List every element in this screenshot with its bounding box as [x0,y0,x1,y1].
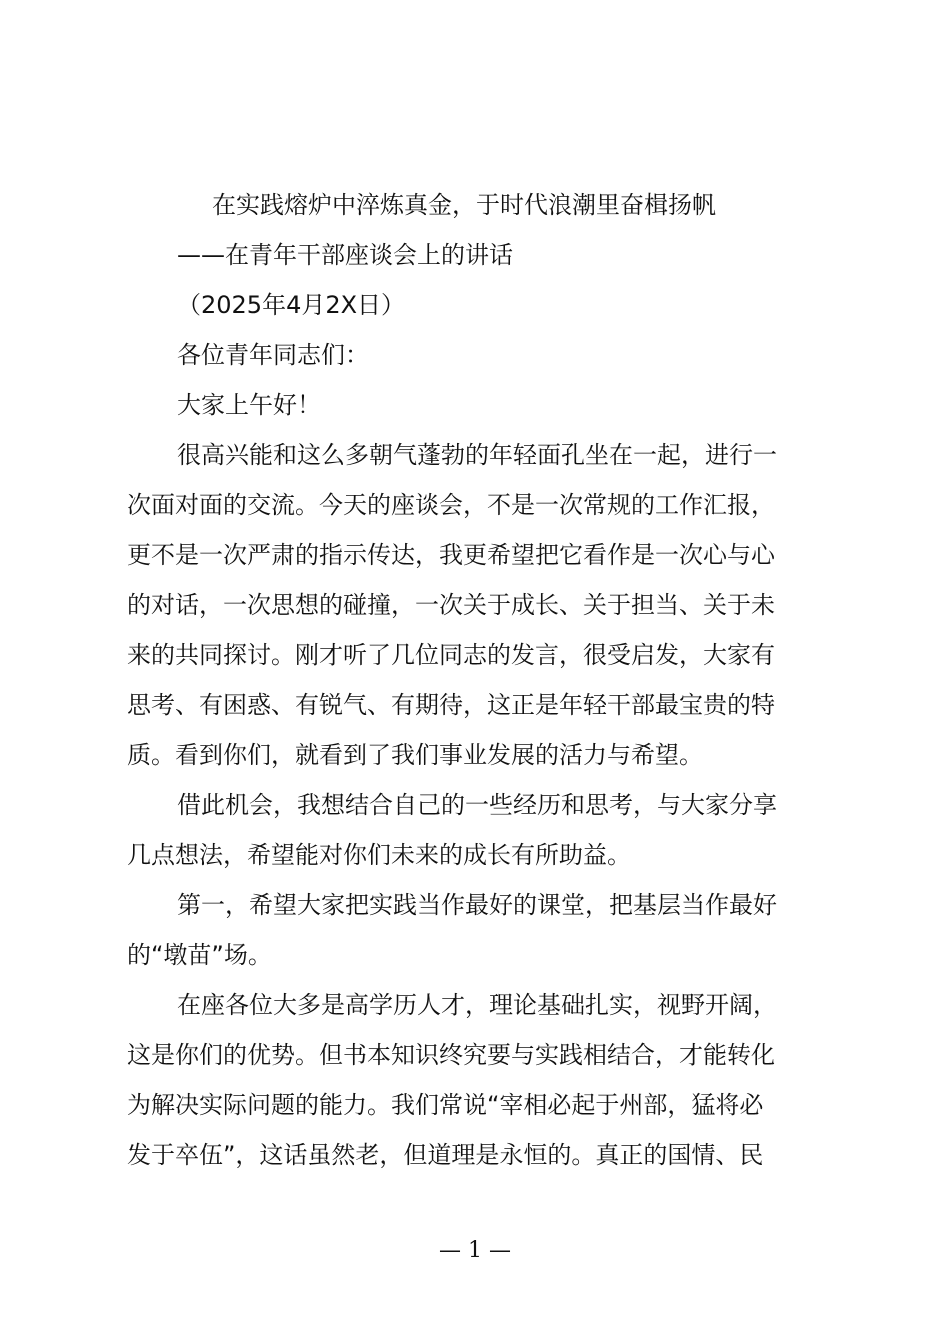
paragraph [127,780,833,880]
salutation: 各位青年同志们： [177,341,369,369]
paragraph-line: 这是你们的优势。但书本知识终究要与实践相结合，才能转化 [127,1041,775,1069]
document-body [127,180,833,1180]
paragraph-line: 更不是一次严肃的指示传达，我更希望把它看作是一次心与心 [127,541,775,569]
document-title: 在实践熔炉中淬炼真金，于时代浪潮里奋楫扬帆 [212,191,716,219]
paragraph [127,880,833,980]
paragraph-line: 发于卒伍”，这话虽然老，但道理是永恒的。真正的国情、民 [127,1141,764,1169]
paragraph-line: 次面对面的交流。今天的座谈会，不是一次常规的工作汇报， [127,491,775,519]
document-subtitle: ——在青年干部座谈会上的讲话 [177,241,513,269]
greeting: 大家上午好！ [177,391,321,419]
paragraph-line: 思考、有困惑、有锐气、有期待，这正是年轻干部最宝贵的特 [127,691,775,719]
page-number: — 1 — [439,1238,511,1263]
paragraph-line: 质。看到你们，就看到了我们事业发展的活力与希望。 [127,741,703,769]
paragraph [127,430,833,780]
paragraph-line: 的“墩苗”场。 [127,941,272,969]
paragraph-line: 第一，希望大家把实践当作最好的课堂，把基层当作最好 [177,891,777,919]
paragraph-line: 的对话，一次思想的碰撞，一次关于成长、关于担当、关于未 [127,591,775,619]
paragraph-line: 借此机会，我想结合自己的一些经历和思考，与大家分享 [177,791,777,819]
paragraph [127,980,833,1180]
document-date: （2025年4月2X日） [177,291,406,319]
paragraph-line: 几点想法，希望能对你们未来的成长有所助益。 [127,841,631,869]
paragraph-line: 很高兴能和这么多朝气蓬勃的年轻面孔坐在一起，进行一 [177,441,777,469]
paragraph-line: 来的共同探讨。刚才听了几位同志的发言，很受启发，大家有 [127,641,775,669]
paragraph-line: 在座各位大多是高学历人才，理论基础扎实，视野开阔， [177,991,777,1019]
paragraph-line: 为解决实际问题的能力。我们常说“宰相必起于州部，猛将必 [127,1091,764,1119]
